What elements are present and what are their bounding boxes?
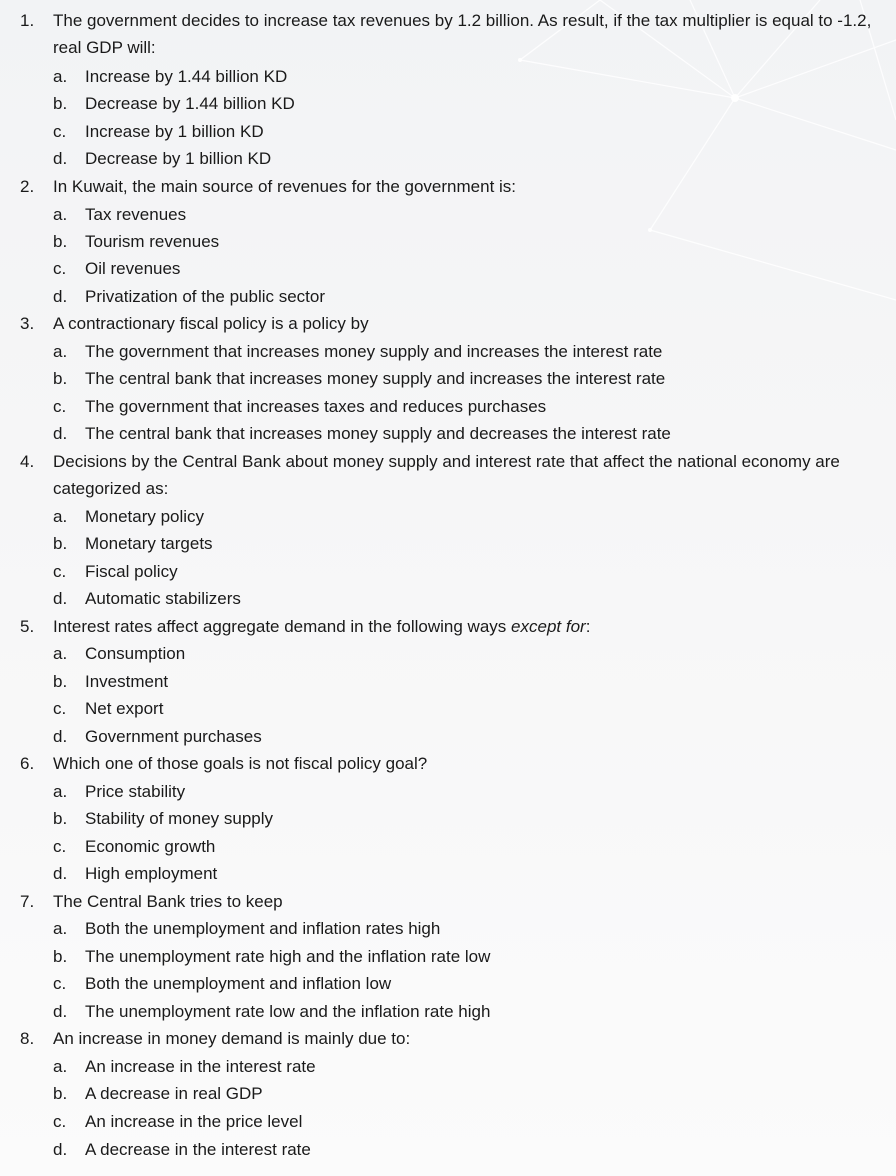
- question-stem: [0, 310, 389, 337]
- question-stem: [0, 173, 536, 200]
- answer-option[interactable]: [0, 201, 186, 228]
- answer-option[interactable]: [0, 668, 168, 695]
- option-letter: a.: [53, 919, 68, 938]
- question-text: Decisions by the Central Bank about money supply and interest rate that affect the national economy are categorized as:: [53, 452, 840, 499]
- option-letter: d.: [53, 589, 68, 608]
- option-letter: a.: [53, 782, 68, 801]
- option-letter: b.: [53, 369, 68, 388]
- question-number: 7.: [20, 892, 35, 911]
- option-letter: c.: [53, 699, 67, 718]
- option-text: A decrease in the interest rate: [85, 1140, 311, 1159]
- question-text: Which one of those goals is not fiscal policy goal?: [53, 754, 428, 773]
- answer-option[interactable]: [0, 420, 671, 447]
- option-letter: d.: [53, 424, 68, 443]
- answer-option[interactable]: [0, 255, 180, 282]
- question-text-main: Interest rates affect aggregate demand in the following ways: [53, 617, 507, 636]
- option-text: Decrease by 1 billion KD: [85, 149, 272, 168]
- answer-option[interactable]: [0, 915, 440, 942]
- option-letter: c.: [53, 837, 67, 856]
- option-letter: d.: [53, 1002, 68, 1021]
- question-text-emphasis: except for: [511, 617, 586, 636]
- option-letter: b.: [53, 94, 68, 113]
- option-letter: d.: [53, 1140, 68, 1159]
- option-letter: a.: [53, 205, 68, 224]
- question-number: 4.: [20, 452, 35, 471]
- answer-option[interactable]: [0, 998, 490, 1025]
- option-text: Both the unemployment and inflation rates high: [85, 919, 441, 938]
- answer-option[interactable]: [0, 338, 662, 365]
- question-text-suffix: :: [585, 617, 591, 636]
- option-text: A decrease in real GDP: [85, 1084, 263, 1103]
- option-text: Government purchases: [85, 727, 262, 746]
- option-letter: c.: [53, 974, 67, 993]
- option-text: The unemployment rate low and the inflation rate high: [85, 1002, 491, 1021]
- question-number: 1.: [20, 11, 35, 30]
- answer-option[interactable]: [0, 393, 546, 420]
- question-number: 8.: [20, 1029, 35, 1048]
- option-text: The central bank that increases money supply and increases the interest rate: [85, 369, 666, 388]
- answer-option[interactable]: [0, 805, 273, 832]
- option-text: An increase in the price level: [85, 1112, 303, 1131]
- answer-option[interactable]: [0, 943, 490, 970]
- question-text: An increase in money demand is mainly due to:: [53, 1029, 411, 1048]
- option-letter: d.: [53, 287, 68, 306]
- option-text: Net export: [85, 699, 164, 718]
- option-letter: c.: [53, 259, 67, 278]
- option-text: Consumption: [85, 644, 186, 663]
- answer-option[interactable]: [0, 1136, 311, 1163]
- option-text: The government that increases taxes and reduces purchases: [85, 397, 547, 416]
- question-text: A contractionary fiscal policy is a policy by: [53, 314, 369, 333]
- answer-option[interactable]: [0, 695, 163, 722]
- answer-option[interactable]: [0, 1053, 316, 1080]
- answer-option[interactable]: [0, 503, 204, 530]
- question-number: 2.: [20, 177, 35, 196]
- answer-option[interactable]: [0, 228, 219, 255]
- question-stem: [0, 1025, 430, 1052]
- option-text: The central bank that increases money supply and decreases the interest rate: [85, 424, 671, 443]
- option-text: Stability of money supply: [85, 809, 274, 828]
- option-letter: b.: [53, 232, 68, 251]
- option-text: Increase by 1.44 billion KD: [85, 67, 288, 86]
- answer-option[interactable]: [0, 1108, 302, 1135]
- option-text: Tourism revenues: [85, 232, 220, 251]
- option-letter: b.: [53, 1084, 68, 1103]
- answer-option[interactable]: [0, 63, 287, 90]
- option-letter: c.: [53, 122, 67, 141]
- answer-option[interactable]: [0, 778, 185, 805]
- option-letter: a.: [53, 644, 68, 663]
- answer-option[interactable]: [0, 145, 271, 172]
- option-text: Monetary policy: [85, 507, 205, 526]
- question-number: 6.: [20, 754, 35, 773]
- answer-option[interactable]: [0, 558, 178, 585]
- question-stem: [0, 448, 896, 503]
- option-letter: d.: [53, 727, 68, 746]
- option-text: Privatization of the public sector: [85, 287, 326, 306]
- option-letter: a.: [53, 507, 68, 526]
- answer-option[interactable]: [0, 723, 262, 750]
- option-letter: b.: [53, 947, 68, 966]
- option-text: Price stability: [85, 782, 186, 801]
- question-text: The government decides to increase tax revenues by 1.2 billion. As result, if the tax multiplier is equal to -1.2, real GDP will:: [53, 11, 872, 58]
- option-text: Tax revenues: [85, 205, 187, 224]
- question-stem: [0, 613, 610, 640]
- option-text: Automatic stabilizers: [85, 589, 241, 608]
- question-stem: [0, 7, 896, 62]
- question-text: In Kuwait, the main source of revenues for the government is:: [53, 177, 517, 196]
- option-text: Economic growth: [85, 837, 216, 856]
- option-text: Increase by 1 billion KD: [85, 122, 264, 141]
- option-letter: c.: [53, 397, 67, 416]
- question-number: 3.: [20, 314, 35, 333]
- option-letter: b.: [53, 672, 68, 691]
- option-letter: a.: [53, 342, 68, 361]
- option-letter: c.: [53, 562, 67, 581]
- option-text: High employment: [85, 864, 218, 883]
- answer-option[interactable]: [0, 860, 217, 887]
- option-text: Both the unemployment and inflation low: [85, 974, 392, 993]
- question-text: [53, 617, 590, 636]
- question-stem: [0, 888, 303, 915]
- option-letter: b.: [53, 534, 68, 553]
- option-text: Decrease by 1.44 billion KD: [85, 94, 295, 113]
- answer-option[interactable]: [0, 365, 665, 392]
- option-letter: d.: [53, 864, 68, 883]
- option-text: An increase in the interest rate: [85, 1057, 316, 1076]
- answer-option[interactable]: [0, 283, 325, 310]
- option-letter: b.: [53, 809, 68, 828]
- answer-option[interactable]: [0, 90, 295, 117]
- option-letter: c.: [53, 1112, 67, 1131]
- option-letter: d.: [53, 149, 68, 168]
- answer-option[interactable]: [0, 118, 264, 145]
- option-letter: a.: [53, 67, 68, 86]
- option-text: Monetary targets: [85, 534, 213, 553]
- answer-option[interactable]: [0, 585, 241, 612]
- question-stem: [0, 750, 447, 777]
- option-letter: a.: [53, 1057, 68, 1076]
- question-number: 5.: [20, 617, 35, 636]
- question-text: The Central Bank tries to keep: [53, 892, 283, 911]
- option-text: The government that increases money supply and increases the interest rate: [85, 342, 663, 361]
- answer-option[interactable]: [0, 530, 213, 557]
- answer-option[interactable]: [0, 833, 215, 860]
- answer-option[interactable]: [0, 1080, 263, 1107]
- option-text: Oil revenues: [85, 259, 181, 278]
- answer-option[interactable]: [0, 640, 185, 667]
- answer-option[interactable]: [0, 970, 391, 997]
- option-text: The unemployment rate high and the inflation rate low: [85, 947, 491, 966]
- option-text: Fiscal policy: [85, 562, 178, 581]
- option-text: Investment: [85, 672, 169, 691]
